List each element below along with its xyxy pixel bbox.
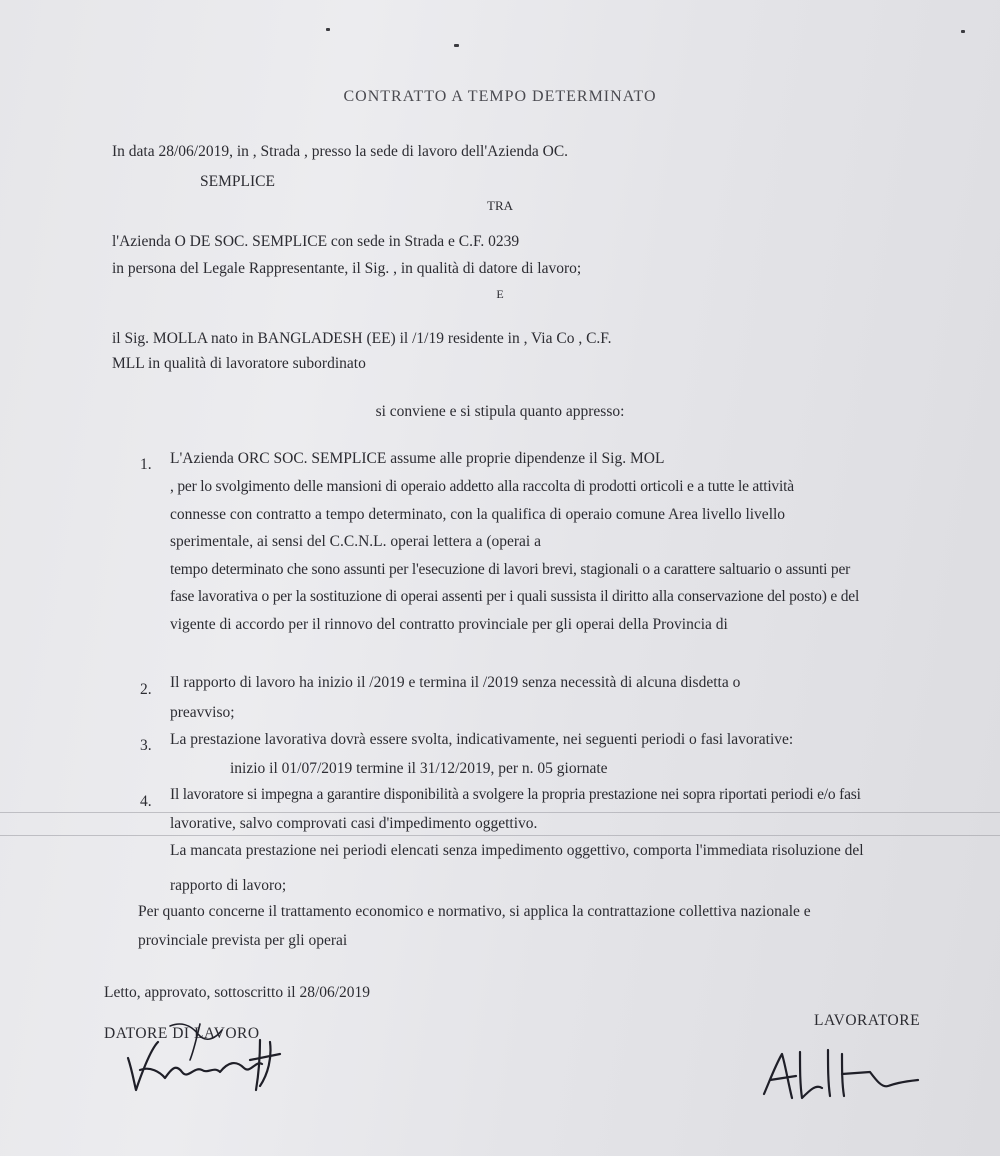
clause-1-line-5: tempo determinato che sono assunti per l'esecuzione di lavori brevi, stagionali o a carattere saltuario o assunti per [170, 561, 851, 578]
e-heading: E [496, 287, 504, 301]
ink-speck [326, 28, 330, 31]
clause-3-line-2: inizio il 01/07/2019 termine il 31/12/2019, per n. 05 giornate [230, 760, 608, 777]
clause-1-line-6: fase lavorativa o per la sostituzione di operai assenti per i quali sussista il diritto alla conservazione del posto) e del [170, 588, 860, 605]
clause-1-line-2: , per lo svolgimento delle mansioni di operaio addetto alla raccolta di prodotti orticoli e a tutte le attività [170, 478, 794, 495]
clause-4-line-3: La mancata prestazione nei periodi elencati senza impedimento oggettivo, comporta l'immediata risoluzione del [170, 842, 864, 859]
tra-heading: TRA [487, 198, 513, 213]
clause-2-line-2: preavviso; [170, 704, 235, 721]
clause-4-number: 4. [140, 793, 152, 810]
clause-1-line-1: L'Azienda ORC SOC. SEMPLICE assume alle proprie dipendenze il Sig. MOL [170, 450, 665, 467]
agreement-line: si conviene e si stipula quanto appresso: [375, 403, 625, 420]
scan-line [0, 812, 1000, 813]
clause-1-line-4: sperimentale, ai sensi del C.C.N.L. operai lettera a (operai a [170, 533, 541, 550]
clause-1-line-7: vigente di accordo per il rinnovo del contratto provinciale per gli operai della Provincia di [170, 616, 728, 633]
clause-1-number: 1. [140, 456, 152, 473]
clause-4-line-1: Il lavoratore si impegna a garantire disponibilità a svolgere la propria prestazione nei sopra riportati periodi e/o fasi [170, 786, 861, 803]
worker-signature-label: LAVORATORE [814, 1012, 921, 1029]
scan-line [0, 835, 1000, 836]
employer-signature [110, 1020, 310, 1100]
intro-line-1: In data 28/06/2019, in , Strada , presso la sede di lavoro dell'Azienda OC. [112, 143, 569, 160]
intro-line-2: SEMPLICE [200, 173, 275, 190]
clause-2-line-1: Il rapporto di lavoro ha inizio il /2019 e termina il /2019 senza necessità di alcuna disdetta o [170, 674, 741, 691]
clause-3-number: 3. [140, 737, 152, 754]
document-title: CONTRATTO A TEMPO DETERMINATO [343, 88, 657, 105]
employer-signature-label: DATORE DI LAVORO [104, 1025, 260, 1042]
clause-3-line-1: La prestazione lavorativa dovrà essere svolta, indicativamente, nei seguenti periodi o fasi lavorative: [170, 731, 794, 748]
clause-1-line-3: connesse con contratto a tempo determinato, con la qualifica di operaio comune Area livello livello [170, 506, 786, 523]
clause-2-number: 2. [140, 681, 152, 698]
worker-signature [750, 1040, 930, 1110]
closing-line-2: provinciale prevista per gli operai [138, 932, 348, 949]
clause-4-line-2: lavorative, salvo comprovati casi d'impedimento oggettivo. [170, 815, 538, 832]
employee-line-2: MLL in qualità di lavoratore subordinato [112, 355, 366, 372]
closing-line-1: Per quanto concerne il trattamento economico e normativo, si applica la contrattazione collettiva nazionale e [138, 903, 811, 920]
ink-speck [454, 44, 459, 47]
employer-line-2: in persona del Legale Rappresentante, il Sig. , in qualità di datore di lavoro; [112, 260, 582, 277]
employee-line-1: il Sig. MOLLA nato in BANGLADESH (EE) il /1/19 residente in , Via Co , C.F. [112, 330, 612, 347]
clause-4-line-4: rapporto di lavoro; [170, 877, 287, 894]
employer-line-1: l'Azienda O DE SOC. SEMPLICE con sede in Strada e C.F. 0239 [112, 233, 520, 250]
signed-line: Letto, approvato, sottoscritto il 28/06/2019 [104, 984, 371, 1001]
ink-speck [961, 30, 965, 33]
